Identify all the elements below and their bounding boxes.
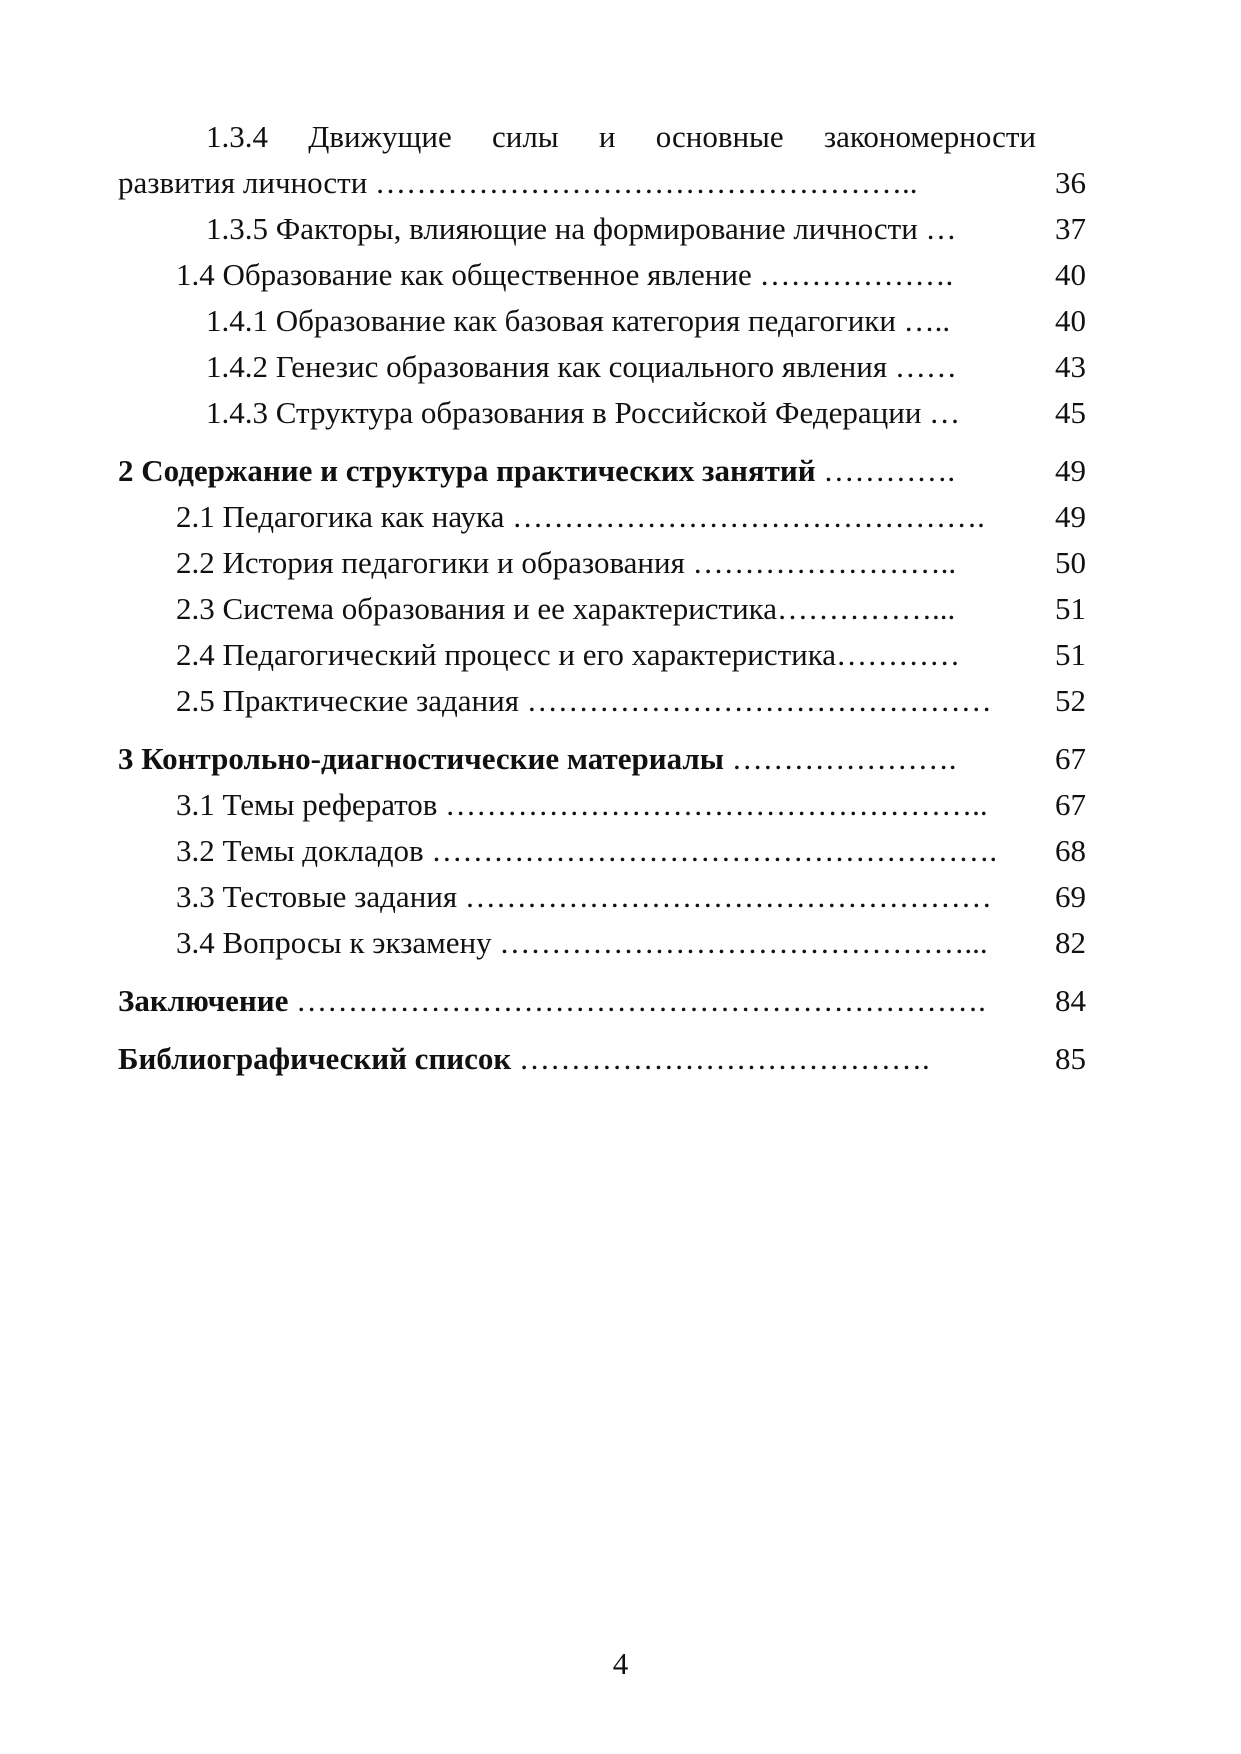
toc-entry-label: 1.3.5 Факторы, влияющие на формирование личности … bbox=[206, 211, 957, 246]
toc-page-number: 67 bbox=[1055, 741, 1086, 776]
toc-page-number: 49 bbox=[1055, 453, 1086, 488]
toc-chapter-title: Библиографический список bbox=[118, 1041, 512, 1076]
toc-page-number: 40 bbox=[1055, 257, 1086, 292]
toc-entry-label: 1.4 Образование как общественное явление ………………. bbox=[176, 257, 954, 292]
toc-page-number: 69 bbox=[1055, 879, 1086, 914]
toc-chapter-title: 2 Содержание и структура практических занятий bbox=[118, 453, 816, 488]
toc-entry-1-3-4 bbox=[118, 160, 1086, 206]
toc-entry-label: 2.5 Практические задания ……………………………………… bbox=[176, 683, 992, 718]
toc-page-number: 51 bbox=[1055, 591, 1086, 626]
toc-entry-label: развития личности …………………………………………….. bbox=[118, 165, 918, 200]
toc-entry-label: 2.1 Педагогика как наука ………………………………………. bbox=[176, 499, 985, 534]
toc-entry-label bbox=[118, 736, 1036, 782]
toc-entry-1-4-2 bbox=[118, 344, 1086, 390]
toc-entry-label: 1.4.1 Образование как базовая категория педагогики ….. bbox=[206, 303, 951, 338]
toc-page-number: 84 bbox=[1055, 983, 1086, 1018]
toc-page-number: 36 bbox=[1055, 165, 1086, 200]
toc-entry-2-1 bbox=[118, 494, 1086, 540]
toc-entry-label: 3.3 Тестовые задания …………………………………………… bbox=[176, 879, 992, 914]
toc-leader-dots: …………. bbox=[815, 453, 956, 488]
toc-entry-label: 2.4 Педагогический процесс и его характеристика………… bbox=[176, 637, 961, 672]
toc-entry-3-2 bbox=[118, 828, 1086, 874]
toc-entry-label: 3.4 Вопросы к экзамену ………………………………………... bbox=[176, 925, 988, 960]
toc-entry-label bbox=[118, 448, 1036, 494]
toc-entry-3-4 bbox=[118, 920, 1086, 966]
toc-page-number: 68 bbox=[1055, 833, 1086, 868]
toc-entry-label: 3.1 Темы рефератов …………………………………………….. bbox=[176, 787, 988, 822]
toc-entry-2-4 bbox=[118, 632, 1086, 678]
toc-bibliography bbox=[118, 1036, 1086, 1082]
toc-entry-label: 2.2 История педагогики и образования …………………….. bbox=[176, 545, 957, 580]
toc-chapter-title: 3 Контрольно-диагностические материалы bbox=[118, 741, 724, 776]
toc-entry-label: 1.4.2 Генезис образования как социального явления …… bbox=[206, 349, 957, 384]
toc-page-number: 49 bbox=[1055, 499, 1086, 534]
toc-chapter-title: Заключение bbox=[118, 983, 289, 1018]
toc-entry-1-4 bbox=[118, 252, 1086, 298]
toc-conclusion bbox=[118, 978, 1086, 1024]
toc-entry-3-3 bbox=[118, 874, 1086, 920]
table-of-contents bbox=[118, 114, 1086, 1082]
page-number: 4 bbox=[612, 1646, 629, 1681]
toc-entry-1-4-3 bbox=[118, 390, 1086, 436]
toc-leader-dots: …………………………………. bbox=[511, 1041, 930, 1076]
toc-page-number: 40 bbox=[1055, 303, 1086, 338]
toc-entry-label: 2.3 Система образования и ее характеристика……………... bbox=[176, 591, 956, 626]
toc-entry-1-3-4-line1: 1.3.4 Движущие силы и основные закономерности bbox=[206, 119, 1036, 154]
toc-entry-1-4-1 bbox=[118, 298, 1086, 344]
toc-chapter-3 bbox=[118, 736, 1086, 782]
toc-entry-label: 1.4.3 Структура образования в Российской Федерации … bbox=[206, 395, 961, 430]
toc-page-number: 50 bbox=[1055, 545, 1086, 580]
toc-leader-dots: …………………. bbox=[723, 741, 957, 776]
toc-page-number: 67 bbox=[1055, 787, 1086, 822]
toc-page-number: 85 bbox=[1055, 1041, 1086, 1076]
toc-entry-2-3 bbox=[118, 586, 1086, 632]
toc-entry-2-2 bbox=[118, 540, 1086, 586]
toc-entry-label: 3.2 Темы докладов ………………………………………………. bbox=[176, 833, 998, 868]
toc-entry-3-1 bbox=[118, 782, 1086, 828]
toc-chapter-2 bbox=[118, 448, 1086, 494]
toc-entry-2-5 bbox=[118, 678, 1086, 724]
toc-page-number: 82 bbox=[1055, 925, 1086, 960]
toc-entry-label bbox=[118, 1036, 1036, 1082]
toc-page-number: 51 bbox=[1055, 637, 1086, 672]
toc-page-number: 43 bbox=[1055, 349, 1086, 384]
toc-page-number: 37 bbox=[1055, 211, 1086, 246]
toc-entry-1-3-5 bbox=[118, 206, 1086, 252]
toc-entry-label bbox=[118, 978, 1036, 1024]
toc-page-number: 45 bbox=[1055, 395, 1086, 430]
toc-leader-dots: …………………………………………………………. bbox=[288, 983, 986, 1018]
toc-page-number: 52 bbox=[1055, 683, 1086, 718]
